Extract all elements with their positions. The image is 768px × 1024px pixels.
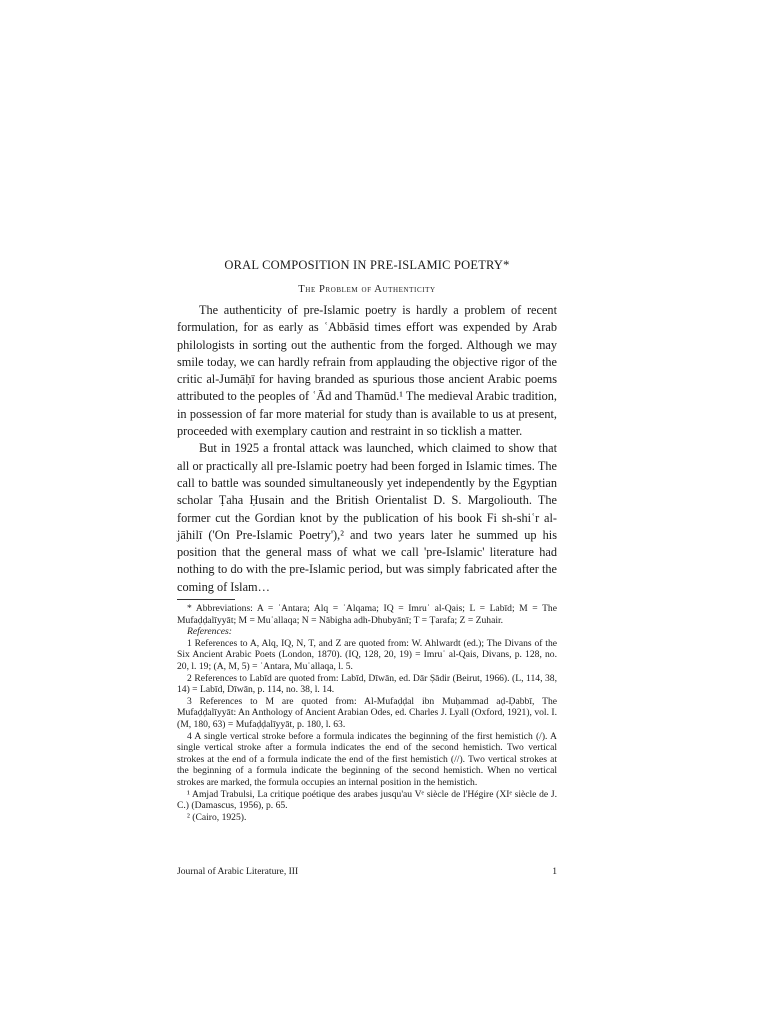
page-number: 1 [552,866,557,877]
footnote-divider [177,599,235,600]
article-title: ORAL COMPOSITION IN PRE-ISLAMIC POETRY* [224,258,510,272]
footnote: 3 References to M are quoted from: Al-Mufaḍḍal ibn Muḥammad aḍ-Ḍabbī, The Mufaḍḍalīyyāt: An Anthology of Ancient Arabian Odes, ed. Charles J. Lyall (Oxford, 1921), vol. I. (M, 180, 63) = Mufaḍḍalīyyāt, p. 180, l. 63. [177,695,557,730]
section-heading: The Problem of Authenticity [298,284,436,295]
footnotes [177,603,557,823]
body-paragraph: The authenticity of pre-Islamic poetry is hardly a problem of recent formulation, for as early as ʿAbbāsid times effort was expended by Arab philologists in sorting out the authentic from the forged. Although we may smile today, we can hardly refrain from applauding the objective rigor of the critic al-Jumāḥī for having branded as spurious those ancient Arabic poems attributed to the peoples of ʿĀd and Thamūd.¹ The medieval Arabic tradition, in possession of far more material for study than is available to us at present, proceeded with exemplary caution and restraint in so ticklish a matter. [177,303,557,439]
article-body [177,302,557,596]
references-label: References: [187,626,232,638]
body-paragraph: But in 1925 a frontal attack was launched, which claimed to show that all or practically all pre-Islamic poetry had been forged in Islamic times. The call to battle was sounded simultaneously yet independently by the Egyptian scholar Ṭaha Ḥusain and the British Orientalist D. S. Margoliouth. The former cut the Gordian knot by the publication of his book Fi sh-shiʿr al-jāhilī ('On Pre-Islamic Poetry'),² and two years later he summed up his position that the general mass of what we call 'pre-Islamic' literature had nothing to do with the pre-Islamic period, but was simply fabricated after the coming of Islam… [177,441,557,594]
footnote: 1 References to A, Alq, IQ, N, T, and Z are quoted from: W. Ahlwardt (ed.); The Divans of the Six Ancient Arabic Poets (London, 1870). (IQ, 128, 20, 19) = Imruʾ al-Qais, Divans, p. 128, no. 20, l. 19; (A, M, 5) = ʿAntara, Muʿallaqa, l. 5. [177,637,557,672]
footnote: ² (Cairo, 1925). [187,811,247,823]
footnote: 4 A single vertical stroke before a formula indicates the beginning of the first hemistich (/). A single vertical stroke after a formula indicates the end of the second hemistich. Two vertical strokes at the end of a formula indicate the end of the first hemistich (//). Two vertical strokes at the beginning of a formula indicate the beginning of the second hemistich. When no vertical strokes are marked, the formula occupies an internal position in the hemistich. [177,730,557,788]
footnote: ¹ Amjad Trabulsi, La critique poétique des arabes jusqu'au Vᵉ siècle de l'Hégire (XIᵉ siècle de J. C.) (Damascus, 1956), p. 65. [177,788,557,812]
footnote: 2 References to Labīd are quoted from: Labīd, Dīwān, ed. Dār Ṣādir (Beirut, 1966). (L, 114, 38, 14) = Labīd, Dīwān, p. 114, no. 38, l. 14. [177,672,557,696]
abbreviations-note: * Abbreviations: A = ʿAntara; Alq = ʿAlqama; IQ = Imruʾ al-Qais; L = Labīd; M = The Mufaḍḍalīyyāt; M = Muʿallaqa; N = Nābigha adh-Dhubyānī; T = Ṭarafa; Z = Zuhair. [177,603,557,626]
journal-name: Journal of Arabic Literature, III [177,866,299,877]
